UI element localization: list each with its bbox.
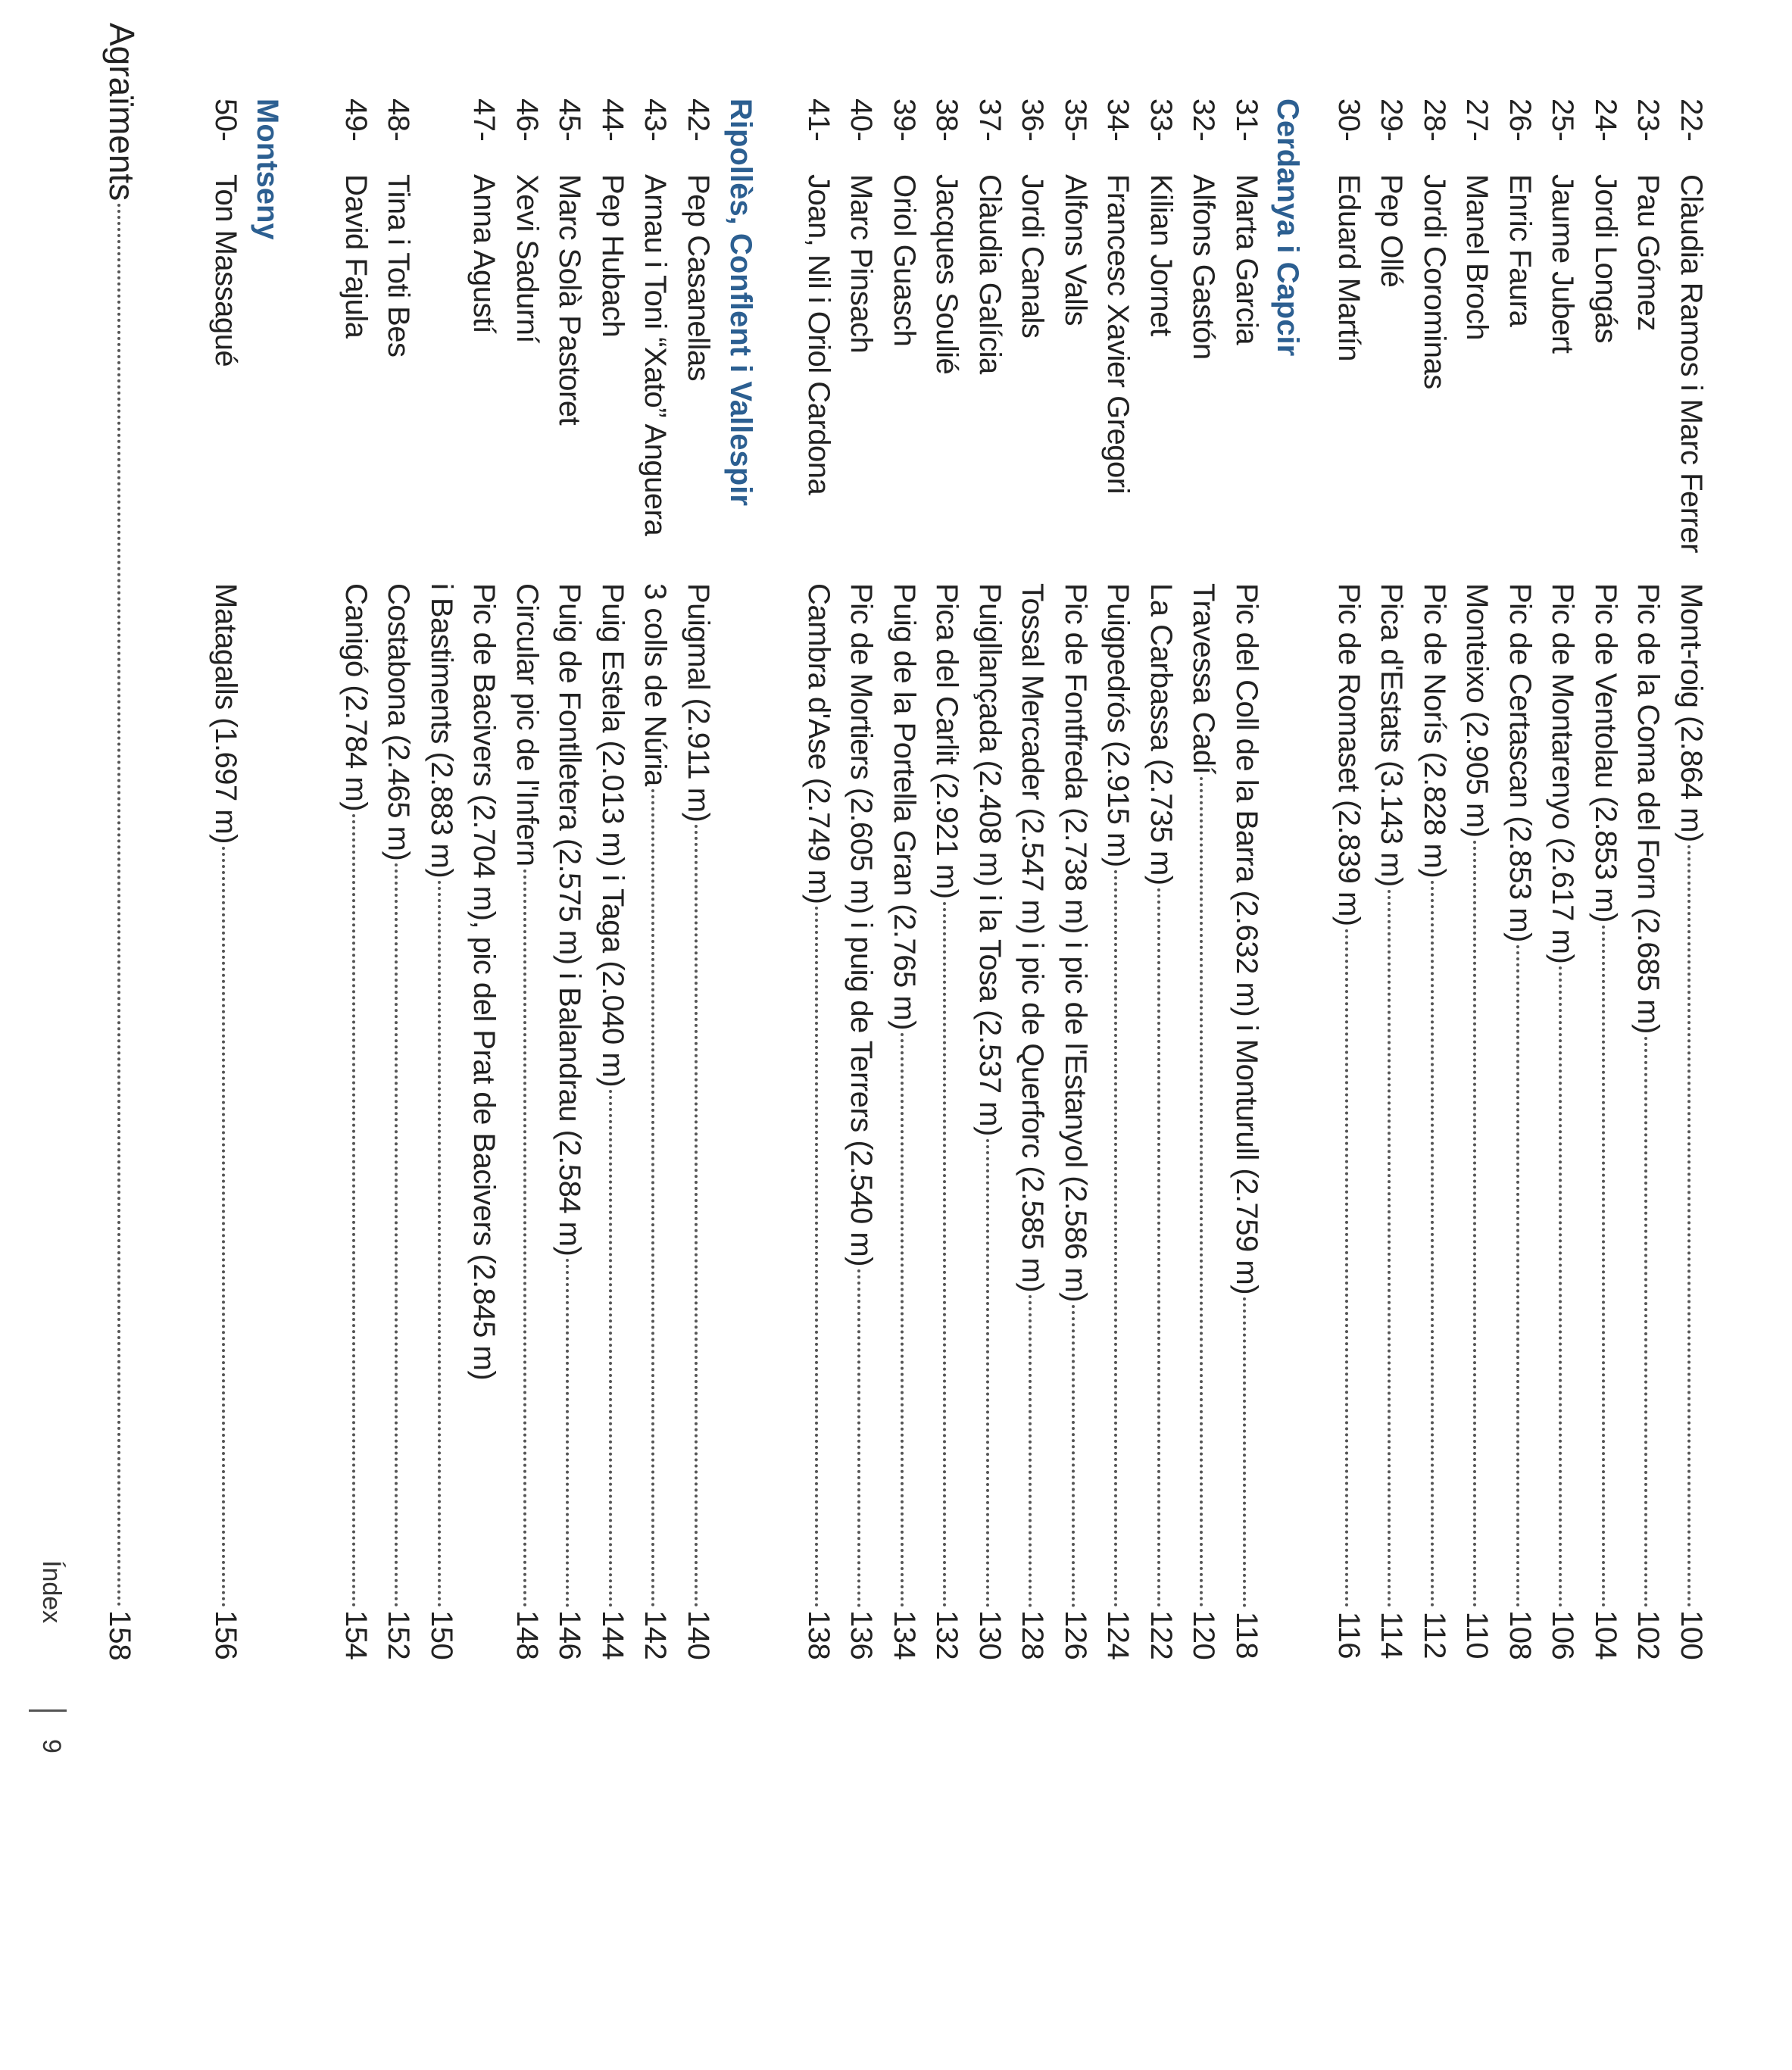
entry-number: 33- xyxy=(1144,98,1178,142)
entry-page: 120 xyxy=(1187,1610,1221,1660)
entry-author: Eduard Martín xyxy=(1332,174,1366,361)
entry-number: 31- xyxy=(1230,98,1263,142)
entry-page: 156 xyxy=(209,1610,242,1660)
dot-leader xyxy=(1345,929,1354,1607)
toc-entry[interactable] xyxy=(1499,98,1541,1659)
entry-page: 116 xyxy=(1332,1611,1366,1659)
dot-leader xyxy=(1115,870,1124,1607)
dot-leader xyxy=(815,907,824,1607)
entry-route-title: Puig de Fontlletera (2.575 m) i Balandrau (2.584 m) xyxy=(553,583,587,1257)
entry-route xyxy=(1413,583,1456,1659)
entry-page: 132 xyxy=(930,1610,964,1660)
entry-route-title: Monteixo (2.905 m) xyxy=(1460,583,1494,838)
entry-author: Alfons Gastón xyxy=(1187,174,1221,360)
dot-leader xyxy=(438,881,447,1607)
dot-leader xyxy=(1072,1305,1081,1607)
dot-leader xyxy=(117,204,126,1607)
entry-page: 142 xyxy=(638,1610,673,1660)
toc-entry[interactable] xyxy=(1054,98,1097,1659)
dot-leader xyxy=(395,863,404,1607)
dot-leader xyxy=(1687,845,1697,1607)
entry-author: Pep Casanellas xyxy=(682,174,715,382)
entry-number: 32- xyxy=(1187,98,1221,142)
entry-author: Jordi Canals xyxy=(1016,174,1050,339)
dot-leader xyxy=(1431,881,1440,1607)
entry-page: 104 xyxy=(1589,1610,1622,1660)
entry-author: Jordi Longás xyxy=(1589,174,1622,344)
entry-route xyxy=(1328,583,1370,1659)
entry-route-title: Puig Estela (2.013 m) i Taga (2.040 m) xyxy=(596,583,629,1088)
toc-entry[interactable] xyxy=(1183,98,1225,1659)
entry-route-title: Travessa Cadí xyxy=(1187,583,1221,775)
entry-page: 126 xyxy=(1059,1610,1092,1660)
dot-leader xyxy=(1029,1295,1038,1607)
entry-page: 148 xyxy=(510,1610,544,1660)
entry-author: Jordi Corominas xyxy=(1418,174,1451,389)
entry-page: 114 xyxy=(1375,1611,1409,1659)
entry-route-title: Pic de Montarenyo (2.617 m) xyxy=(1546,583,1580,964)
entry-route xyxy=(204,583,247,1659)
entry-number: 42- xyxy=(682,98,715,142)
toc-entry[interactable] xyxy=(420,98,463,1659)
entry-page: 152 xyxy=(382,1610,416,1660)
entry-route-title: Pic de Fontfreda (2.738 m) i pic de l'Estanyol (2.586 m) xyxy=(1059,583,1092,1302)
entry-page: 136 xyxy=(844,1610,879,1660)
entry-route-title: Pic de Bacivers (2.704 m), pic del Prat de Bacivers (2.845 m) xyxy=(467,583,501,1381)
entry-route-title: Cambra d'Ase (2.749 m) xyxy=(802,583,835,904)
dot-leader xyxy=(1200,777,1210,1607)
entry-page: 150 xyxy=(425,1610,458,1660)
entry-author: Pep Ollé xyxy=(1375,174,1409,288)
entry-route xyxy=(1097,583,1140,1659)
entry-route xyxy=(1670,583,1712,1659)
toc-entry[interactable] xyxy=(798,98,840,1659)
entry-route-title: Pic de Mortiers (2.605 m) i puig de Terrers (2.540 m) xyxy=(844,583,879,1266)
entry-author: Enric Faura xyxy=(1503,174,1537,327)
acknowledgements-page: 158 xyxy=(103,1610,136,1661)
entry-route xyxy=(926,583,969,1659)
entry-author: Oriol Guasch xyxy=(888,174,921,347)
dot-leader xyxy=(1516,945,1525,1607)
toc-entry[interactable] xyxy=(1413,98,1456,1659)
entry-number: 35- xyxy=(1059,98,1092,142)
toc-entry[interactable] xyxy=(1225,98,1268,1659)
entry-route-title: La Carbassa (2.735 m) xyxy=(1144,583,1178,885)
entry-route-title: Pic de Ventolau (2.853 m) xyxy=(1589,583,1622,923)
toc-entry[interactable] xyxy=(883,98,926,1659)
entry-author: Pau Gómez xyxy=(1631,174,1666,331)
entry-number: 25- xyxy=(1546,98,1580,142)
entry-route-title: Pica d'Estats (3.143 m) xyxy=(1375,583,1409,887)
header-divider xyxy=(29,1709,67,1712)
entry-page: 144 xyxy=(596,1610,629,1660)
entry-author: Alfons Valls xyxy=(1059,174,1092,326)
entry-author: Joan, Nil i Oriol Cardona xyxy=(802,174,835,495)
toc-entry[interactable] xyxy=(1670,98,1712,1659)
entry-number: 37- xyxy=(973,98,1007,142)
entry-author: Arnau i Toni “Xato” Anguera xyxy=(638,174,673,536)
entry-author: Tina i Toti Bes xyxy=(382,174,416,357)
entry-route xyxy=(1140,583,1182,1659)
entry-number: 43- xyxy=(638,98,673,142)
entry-route xyxy=(1371,583,1413,1659)
toc-entry[interactable] xyxy=(1584,98,1627,1659)
entry-route-title: Matagalls (1.697 m) xyxy=(209,583,242,844)
entry-page: 146 xyxy=(553,1610,587,1660)
entry-page: 140 xyxy=(682,1610,715,1660)
entry-author: Ton Massagué xyxy=(209,174,242,367)
entry-route xyxy=(798,583,840,1659)
entry-route-title: Mont-roig (2.864 m) xyxy=(1675,583,1708,842)
entry-author: Francesc Xavier Gregori xyxy=(1101,174,1135,494)
entry-author: Clàudia Ramos i Marc Ferrer xyxy=(1675,174,1708,553)
entry-number: 48- xyxy=(382,98,416,142)
toc-entry[interactable] xyxy=(464,98,506,1659)
toc-entry[interactable] xyxy=(1328,98,1370,1659)
toc-entry[interactable] xyxy=(378,98,420,1659)
entry-author: Marta Garcia xyxy=(1230,174,1263,345)
section-heading: Ripollès, Conflent i Vallespir xyxy=(724,98,757,506)
dot-leader xyxy=(222,847,231,1607)
entry-author: Anna Agustí xyxy=(467,174,501,334)
section-heading: Montseny xyxy=(251,98,284,240)
entry-number: 26- xyxy=(1503,98,1537,142)
entry-route xyxy=(1012,583,1054,1659)
entry-route-title: Puigpedrós (2.915 m) xyxy=(1101,583,1135,867)
toc-entry[interactable] xyxy=(635,98,677,1659)
toc-entry[interactable] xyxy=(1012,98,1054,1659)
entry-author: Pep Hubach xyxy=(596,174,629,338)
entry-number: 29- xyxy=(1375,98,1409,142)
entry-number: 22- xyxy=(1675,98,1708,142)
entry-route xyxy=(1225,583,1268,1659)
entry-route-title: i Bastiments (2.883 m) xyxy=(425,583,458,879)
entry-number: 23- xyxy=(1631,98,1666,142)
dot-leader xyxy=(901,1033,910,1607)
entry-page: 102 xyxy=(1631,1610,1666,1660)
entry-route xyxy=(1054,583,1097,1659)
dot-leader xyxy=(609,1090,618,1607)
entry-author: Marc Solà Pastoret xyxy=(553,174,587,426)
entry-number: 38- xyxy=(930,98,964,142)
entry-author: Kilian Jornet xyxy=(1144,174,1178,336)
entry-route xyxy=(335,583,377,1659)
toc-entry[interactable] xyxy=(204,98,247,1659)
entry-route xyxy=(506,583,548,1659)
dot-leader xyxy=(352,814,361,1607)
dot-leader xyxy=(1602,926,1611,1607)
entry-number: 49- xyxy=(339,98,373,142)
toc-entry[interactable] xyxy=(1542,98,1584,1659)
toc-entry[interactable] xyxy=(592,98,634,1659)
entry-route-title: Costabona (2.465 m) xyxy=(382,583,416,861)
dot-leader xyxy=(1559,966,1569,1607)
entry-number: 44- xyxy=(596,98,629,142)
toc-entry[interactable] xyxy=(1456,98,1499,1659)
entry-author: Marc Pinsach xyxy=(844,174,879,354)
dot-leader xyxy=(1645,1037,1654,1607)
entry-route xyxy=(1584,583,1627,1659)
entry-route xyxy=(592,583,634,1659)
entry-number: 36- xyxy=(1016,98,1050,142)
dot-leader xyxy=(695,825,704,1607)
entry-route xyxy=(420,583,463,1659)
page-number: 9 xyxy=(37,1739,66,1753)
toc-entry[interactable] xyxy=(677,98,720,1659)
entry-route-title: Tossal Mercader (2.547 m) i pic de Querforc (2.585 m) xyxy=(1016,583,1050,1293)
entry-number: 41- xyxy=(802,98,835,142)
toc-entry[interactable] xyxy=(1371,98,1413,1659)
entry-page: 128 xyxy=(1016,1610,1050,1660)
entry-route xyxy=(378,583,420,1659)
entry-route-title: Pic del Coll de la Barra (2.632 m) i Monturull (2.759 m) xyxy=(1230,583,1263,1295)
entry-number: 30- xyxy=(1332,98,1366,142)
entry-number: 40- xyxy=(844,98,879,142)
entry-route xyxy=(549,583,592,1659)
dot-leader xyxy=(944,902,953,1607)
toc-entry[interactable] xyxy=(969,98,1011,1659)
entry-route-title: Circular pic de l'Infern xyxy=(510,583,544,866)
entry-number: 28- xyxy=(1418,98,1451,142)
entry-route-title: Puigllançada (2.408 m) i la Tosa (2.537 m) xyxy=(973,583,1007,1136)
entry-route xyxy=(677,583,720,1659)
entry-route-title: Pic de Certascan (2.853 m) xyxy=(1503,583,1537,942)
entry-number: 34- xyxy=(1101,98,1135,142)
entry-author: Clàudia Galícia xyxy=(973,174,1007,374)
entry-page: 122 xyxy=(1144,1610,1178,1660)
dot-leader xyxy=(567,1259,576,1607)
entry-route-title: Pica del Carlit (2.921 m) xyxy=(930,583,964,899)
toc-entry[interactable] xyxy=(335,98,377,1659)
entry-page: 106 xyxy=(1546,1610,1580,1660)
entry-page: 154 xyxy=(339,1610,373,1660)
dot-leader xyxy=(652,789,661,1607)
entry-route xyxy=(1183,583,1225,1659)
entry-route-title: Puigmal (2.911 m) xyxy=(682,583,715,823)
toc-entry[interactable] xyxy=(549,98,592,1659)
toc-entry[interactable] xyxy=(1097,98,1140,1659)
dot-leader xyxy=(858,1269,867,1607)
toc-entry[interactable] xyxy=(1140,98,1182,1659)
entry-route xyxy=(969,583,1011,1659)
toc-entry[interactable] xyxy=(1628,98,1670,1659)
toc-entry[interactable] xyxy=(841,98,883,1659)
entry-number: 27- xyxy=(1460,98,1494,142)
entry-number: 46- xyxy=(510,98,544,142)
entry-page: 110 xyxy=(1460,1611,1494,1659)
entry-page: 130 xyxy=(973,1610,1007,1660)
index-label: Índex xyxy=(37,1560,66,1624)
entry-author: David Fajula xyxy=(339,174,373,339)
entry-route-title: Puig de la Portella Gran (2.765 m) xyxy=(888,583,921,1030)
acknowledgements-entry[interactable] xyxy=(89,23,142,1659)
entry-number: 50- xyxy=(209,98,242,142)
entry-number: 47- xyxy=(467,98,501,142)
acknowledgements-label: Agraïments xyxy=(102,23,142,201)
entry-number: 24- xyxy=(1589,98,1622,142)
toc-entry[interactable] xyxy=(506,98,548,1659)
entry-author: Xevi Sadurní xyxy=(510,174,544,344)
entry-author: Jacques Soulié xyxy=(930,174,964,375)
entry-page: 124 xyxy=(1101,1610,1135,1660)
entry-route-title: Pic de la Coma del Forn (2.685 m) xyxy=(1631,583,1666,1034)
entry-author: Jaume Jubert xyxy=(1546,174,1580,354)
entry-route xyxy=(464,583,506,1659)
entry-author: Manel Broch xyxy=(1460,174,1494,341)
toc-entry[interactable] xyxy=(926,98,969,1659)
entry-route xyxy=(1456,583,1499,1659)
entry-number: 45- xyxy=(553,98,587,142)
entry-route xyxy=(841,583,883,1659)
dot-leader xyxy=(1388,890,1397,1607)
entry-page: 138 xyxy=(802,1610,835,1660)
entry-page: 100 xyxy=(1675,1610,1708,1660)
entry-route-title: Pic de Romaset (2.839 m) xyxy=(1332,583,1366,926)
dot-leader xyxy=(1243,1297,1252,1607)
entry-page: 112 xyxy=(1418,1611,1451,1659)
entry-number: 39- xyxy=(888,98,921,142)
dot-leader xyxy=(1474,841,1483,1607)
entry-route xyxy=(1542,583,1584,1659)
entry-route xyxy=(883,583,926,1659)
entry-route-title: Pic de Norís (2.828 m) xyxy=(1418,583,1451,879)
dot-leader xyxy=(523,870,532,1607)
entry-route xyxy=(1628,583,1670,1659)
entry-page: 108 xyxy=(1503,1610,1537,1660)
entry-page: 118 xyxy=(1230,1611,1263,1659)
entry-route xyxy=(1499,583,1541,1659)
entry-route xyxy=(635,583,677,1659)
entry-page: 134 xyxy=(888,1610,921,1660)
dot-leader xyxy=(1157,888,1166,1607)
section-heading: Cerdanya i Capcir xyxy=(1271,98,1304,357)
entry-route-title: Canigó (2.784 m) xyxy=(339,583,373,812)
dot-leader xyxy=(986,1139,995,1607)
entry-route-title: 3 colls de Núria xyxy=(638,583,673,786)
